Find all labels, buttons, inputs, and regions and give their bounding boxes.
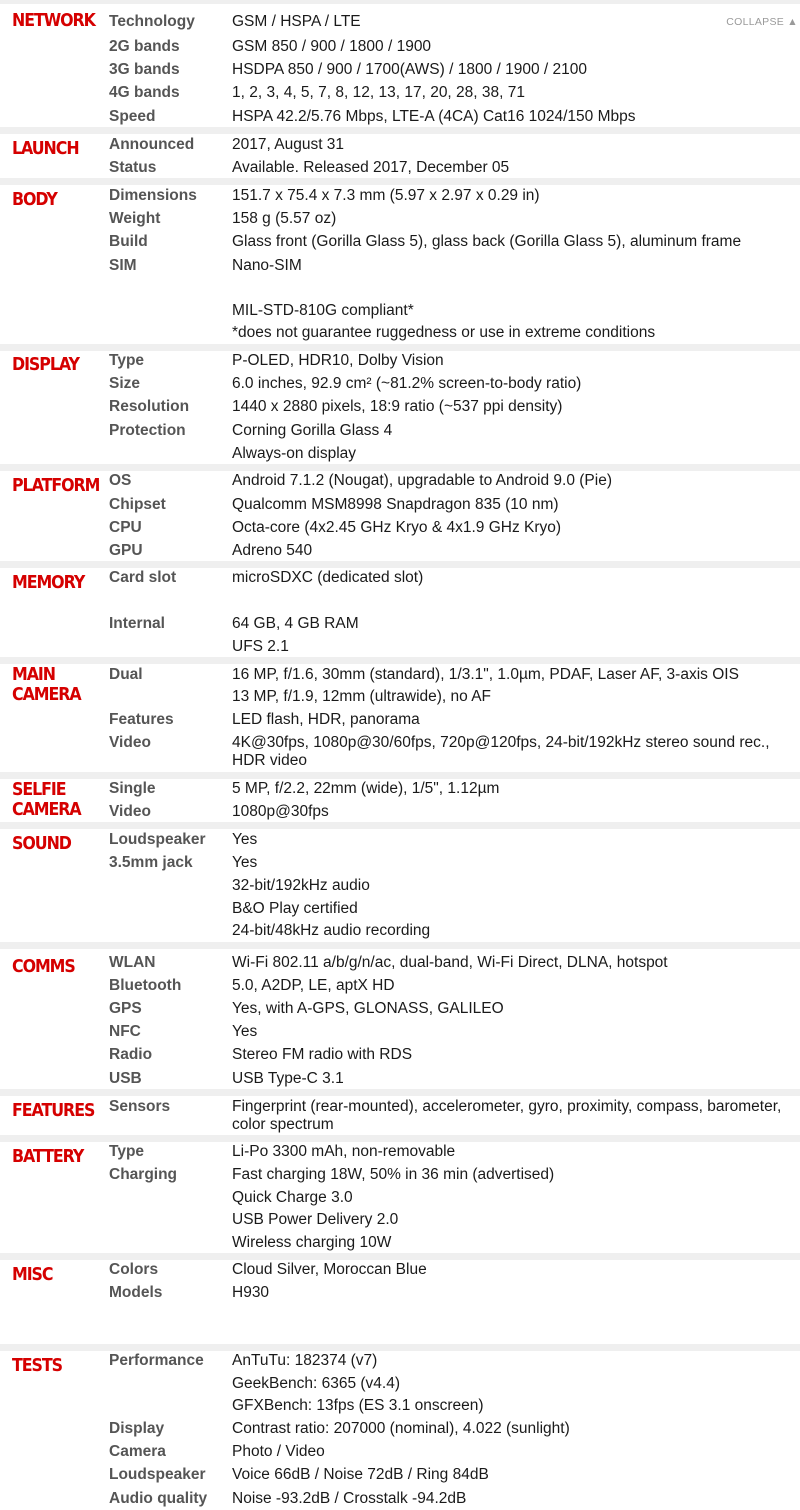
- spec-value: Fast charging 18W, 50% in 36 min (advertised): [232, 1166, 555, 1183]
- section-divider: [0, 561, 800, 568]
- spec-value: Qualcomm MSM8998 Snapdragon 835 (10 nm): [232, 496, 559, 513]
- spec-value: MIL-STD-810G compliant*: [232, 302, 414, 319]
- spec-value: Wireless charging 10W: [232, 1234, 392, 1251]
- category-label: LAUNCH: [12, 138, 79, 159]
- spec-label: Models: [109, 1284, 163, 1301]
- spec-label: 3G bands: [109, 61, 180, 78]
- spec-value: Nano-SIM: [232, 257, 302, 274]
- spec-label: CPU: [109, 519, 142, 536]
- spec-label: Type: [109, 1143, 145, 1160]
- spec-label: Display: [109, 1420, 165, 1437]
- spec-value: GeekBench: 6365 (v4.4): [232, 1375, 401, 1392]
- spec-value: *does not guarantee ruggedness or use in extreme conditions: [232, 324, 656, 341]
- spec-value: H930: [232, 1284, 270, 1301]
- spec-label: Protection: [109, 422, 186, 439]
- section-divider: [0, 772, 800, 779]
- category-label: BODY: [12, 189, 57, 210]
- spec-value: Fingerprint (rear-mounted), accelerometer, gyro, proximity, compass, barometer, color spectrum: [232, 1098, 782, 1133]
- spec-value: Cloud Silver, Moroccan Blue: [232, 1261, 427, 1278]
- spec-value: 64 GB, 4 GB RAM: [232, 615, 359, 632]
- spec-label: Build: [109, 233, 148, 250]
- spec-value: Voice 66dB / Noise 72dB / Ring 84dB: [232, 1466, 489, 1483]
- spec-value: Adreno 540: [232, 542, 313, 559]
- spec-value: 13 MP, f/1.9, 12mm (ultrawide), no AF: [232, 688, 492, 705]
- category-label: NETWORK: [12, 10, 95, 31]
- spec-value: UFS 2.1: [232, 638, 289, 655]
- spec-value: 1080p@30fps: [232, 803, 329, 820]
- spec-label: Loudspeaker: [109, 1466, 206, 1483]
- spec-value: 16 MP, f/1.6, 30mm (standard), 1/3.1", 1.0µm, PDAF, Laser AF, 3-axis OIS: [232, 666, 739, 683]
- category-label: COMMS: [12, 956, 75, 977]
- category-label: MAIN CAMERA: [12, 664, 81, 705]
- spec-label: Resolution: [109, 398, 190, 415]
- spec-value: Stereo FM radio with RDS: [232, 1046, 413, 1063]
- category-label: SOUND: [12, 833, 71, 854]
- section-divider: [0, 127, 800, 134]
- spec-label: Dimensions: [109, 187, 197, 204]
- spec-label: Camera: [109, 1443, 166, 1460]
- spec-label: Size: [109, 375, 141, 392]
- section-divider: [0, 1089, 800, 1096]
- spec-label: Type: [109, 352, 145, 369]
- spec-value: Contrast ratio: 207000 (nominal), 4.022 (sunlight): [232, 1420, 570, 1437]
- spec-label: OS: [109, 472, 132, 489]
- spec-label: Dual: [109, 666, 143, 683]
- spec-value: Noise -93.2dB / Crosstalk -94.2dB: [232, 1490, 467, 1507]
- spec-value: HSPA 42.2/5.76 Mbps, LTE-A (4CA) Cat16 1024/150 Mbps: [232, 108, 636, 125]
- spec-value: 32-bit/192kHz audio: [232, 877, 370, 894]
- spec-value: Glass front (Gorilla Glass 5), glass back (Gorilla Glass 5), aluminum frame: [232, 233, 742, 250]
- spec-value: Yes, with A-GPS, GLONASS, GALILEO: [232, 1000, 504, 1017]
- spec-value: Available. Released 2017, December 05: [232, 159, 510, 176]
- category-label: PLATFORM: [12, 475, 100, 496]
- spec-value: Yes: [232, 831, 258, 848]
- spec-value: 151.7 x 75.4 x 7.3 mm (5.97 x 2.97 x 0.29 in): [232, 187, 540, 204]
- top-divider: [0, 0, 800, 4]
- spec-label: Speed: [109, 108, 156, 125]
- spec-label: Internal: [109, 615, 165, 632]
- spec-value: GFXBench: 13fps (ES 3.1 onscreen): [232, 1397, 484, 1414]
- category-label: FEATURES: [12, 1100, 95, 1121]
- spec-value: Octa-core (4x2.45 GHz Kryo & 4x1.9 GHz Kryo): [232, 519, 562, 536]
- category-label: DISPLAY: [12, 354, 79, 375]
- spec-label: Audio quality: [109, 1490, 208, 1507]
- spec-label: GPU: [109, 542, 143, 559]
- spec-value: GSM / HSPA / LTE: [232, 13, 361, 30]
- spec-value: P-OLED, HDR10, Dolby Vision: [232, 352, 444, 369]
- section-divider: [0, 178, 800, 185]
- spec-value: 158 g (5.57 oz): [232, 210, 337, 227]
- spec-value: Yes: [232, 854, 258, 871]
- spec-value: B&O Play certified: [232, 900, 358, 917]
- spec-label: Bluetooth: [109, 977, 182, 994]
- spec-label: SIM: [109, 257, 137, 274]
- spec-value: 6.0 inches, 92.9 cm² (~81.2% screen-to-body ratio): [232, 375, 582, 392]
- category-label: TESTS: [12, 1355, 62, 1376]
- category-label: MEMORY: [12, 572, 85, 593]
- spec-value: Corning Gorilla Glass 4: [232, 422, 393, 439]
- spec-label: 3.5mm jack: [109, 854, 193, 871]
- spec-label: Video: [109, 734, 151, 751]
- spec-label: GPS: [109, 1000, 142, 1017]
- category-label: SELFIE CAMERA: [12, 779, 81, 820]
- collapse-button[interactable]: COLLAPSE ▲: [726, 16, 798, 28]
- spec-label: Single: [109, 780, 156, 797]
- spec-value: AnTuTu: 182374 (v7): [232, 1352, 378, 1369]
- spec-label: WLAN: [109, 954, 156, 971]
- section-divider: [0, 1135, 800, 1142]
- spec-label: 2G bands: [109, 38, 180, 55]
- spec-label: 4G bands: [109, 84, 180, 101]
- spec-label: Sensors: [109, 1098, 171, 1115]
- section-divider: [0, 942, 800, 949]
- spec-value: 24-bit/48kHz audio recording: [232, 922, 431, 939]
- spec-label: Card slot: [109, 569, 177, 586]
- spec-value: Photo / Video: [232, 1443, 325, 1460]
- spec-value: Android 7.1.2 (Nougat), upgradable to Android 9.0 (Pie): [232, 472, 612, 489]
- spec-value: 2017, August 31: [232, 136, 345, 153]
- spec-label: Weight: [109, 210, 161, 227]
- spec-label: USB: [109, 1070, 142, 1087]
- spec-label: Features: [109, 711, 174, 728]
- spec-label: Chipset: [109, 496, 166, 513]
- spec-value: GSM 850 / 900 / 1800 / 1900: [232, 38, 432, 55]
- spec-value: USB Type-C 3.1: [232, 1070, 344, 1087]
- section-divider: [0, 1253, 800, 1260]
- spec-value: 5 MP, f/2.2, 22mm (wide), 1/5", 1.12µm: [232, 780, 500, 797]
- spec-label: NFC: [109, 1023, 141, 1040]
- spec-label: Status: [109, 159, 157, 176]
- spec-value: 1440 x 2880 pixels, 18:9 ratio (~537 ppi density): [232, 398, 563, 415]
- spec-label: Radio: [109, 1046, 153, 1063]
- spec-value: 4K@30fps, 1080p@30/60fps, 720p@120fps, 24-bit/192kHz stereo sound rec., HDR video: [232, 734, 770, 769]
- section-divider: [0, 1344, 800, 1351]
- spec-label: Loudspeaker: [109, 831, 206, 848]
- spec-value: Yes: [232, 1023, 258, 1040]
- section-divider: [0, 822, 800, 829]
- spec-value: Li-Po 3300 mAh, non-removable: [232, 1143, 456, 1160]
- spec-label: Technology: [109, 13, 195, 30]
- spec-value: LED flash, HDR, panorama: [232, 711, 420, 728]
- spec-value: 1, 2, 3, 4, 5, 7, 8, 12, 13, 17, 20, 28, 38, 71: [232, 84, 525, 101]
- spec-value: Always-on display: [232, 445, 357, 462]
- spec-value: Wi-Fi 802.11 a/b/g/n/ac, dual-band, Wi-Fi Direct, DLNA, hotspot: [232, 954, 668, 971]
- spec-label: Announced: [109, 136, 195, 153]
- spec-label: Colors: [109, 1261, 159, 1278]
- section-divider: [0, 464, 800, 471]
- section-divider: [0, 344, 800, 351]
- spec-value: HSDPA 850 / 900 / 1700(AWS) / 1800 / 1900 / 2100: [232, 61, 588, 78]
- category-label: MISC: [12, 1264, 53, 1285]
- spec-value: USB Power Delivery 2.0: [232, 1211, 399, 1228]
- spec-value: microSDXC (dedicated slot): [232, 569, 424, 586]
- spec-value: 5.0, A2DP, LE, aptX HD: [232, 977, 395, 994]
- spec-value: Quick Charge 3.0: [232, 1189, 353, 1206]
- spec-label: Performance: [109, 1352, 204, 1369]
- spec-label: Video: [109, 803, 151, 820]
- section-divider: [0, 657, 800, 664]
- category-label: BATTERY: [12, 1146, 84, 1167]
- spec-label: Charging: [109, 1166, 178, 1183]
